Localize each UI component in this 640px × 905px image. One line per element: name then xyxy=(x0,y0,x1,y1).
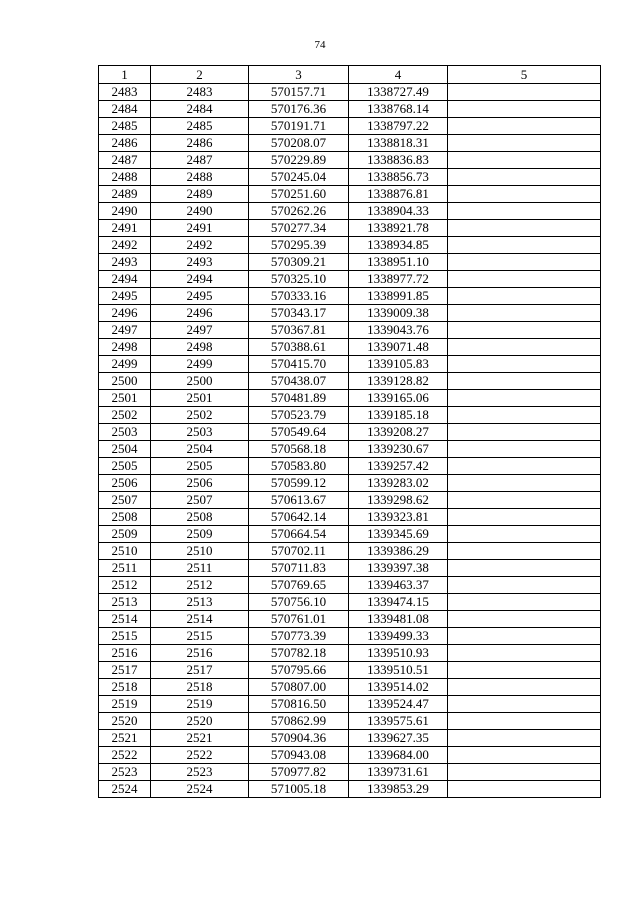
x-coordinate-cell: 570782.18 xyxy=(249,645,349,662)
point-number-cell: 2500 xyxy=(99,373,151,390)
column-header-4: 4 xyxy=(349,66,448,84)
point-number-cell: 2515 xyxy=(99,628,151,645)
point-number-cell: 2507 xyxy=(99,492,151,509)
y-coordinate-cell: 1339514.02 xyxy=(349,679,448,696)
point-id-cell: 2493 xyxy=(151,254,249,271)
point-id-cell: 2485 xyxy=(151,118,249,135)
point-number-cell: 2492 xyxy=(99,237,151,254)
point-id-cell: 2514 xyxy=(151,611,249,628)
note-cell xyxy=(448,135,601,152)
table-row xyxy=(99,509,601,526)
point-number-cell: 2501 xyxy=(99,390,151,407)
table-row xyxy=(99,526,601,543)
y-coordinate-cell: 1339627.35 xyxy=(349,730,448,747)
table-row xyxy=(99,407,601,424)
note-cell xyxy=(448,271,601,288)
point-id-cell: 2492 xyxy=(151,237,249,254)
x-coordinate-cell: 570943.08 xyxy=(249,747,349,764)
point-id-cell: 2496 xyxy=(151,305,249,322)
y-coordinate-cell: 1338836.83 xyxy=(349,152,448,169)
table-row xyxy=(99,492,601,509)
x-coordinate-cell: 570309.21 xyxy=(249,254,349,271)
x-coordinate-cell: 570795.66 xyxy=(249,662,349,679)
x-coordinate-cell: 570388.61 xyxy=(249,339,349,356)
y-coordinate-cell: 1338951.10 xyxy=(349,254,448,271)
point-id-cell: 2502 xyxy=(151,407,249,424)
y-coordinate-cell: 1339208.27 xyxy=(349,424,448,441)
note-cell xyxy=(448,118,601,135)
y-coordinate-cell: 1338727.49 xyxy=(349,84,448,101)
point-id-cell: 2511 xyxy=(151,560,249,577)
x-coordinate-cell: 570568.18 xyxy=(249,441,349,458)
y-coordinate-cell: 1339684.00 xyxy=(349,747,448,764)
x-coordinate-cell: 570599.12 xyxy=(249,475,349,492)
x-coordinate-cell: 570862.99 xyxy=(249,713,349,730)
note-cell xyxy=(448,662,601,679)
point-id-cell: 2504 xyxy=(151,441,249,458)
table-row xyxy=(99,764,601,781)
table-row xyxy=(99,322,601,339)
x-coordinate-cell: 570367.81 xyxy=(249,322,349,339)
table-row xyxy=(99,475,601,492)
x-coordinate-cell: 570904.36 xyxy=(249,730,349,747)
y-coordinate-cell: 1339128.82 xyxy=(349,373,448,390)
note-cell xyxy=(448,458,601,475)
table-row xyxy=(99,662,601,679)
point-number-cell: 2495 xyxy=(99,288,151,305)
point-number-cell: 2517 xyxy=(99,662,151,679)
table-row xyxy=(99,237,601,254)
y-coordinate-cell: 1339463.37 xyxy=(349,577,448,594)
point-id-cell: 2522 xyxy=(151,747,249,764)
note-cell xyxy=(448,679,601,696)
x-coordinate-cell: 570642.14 xyxy=(249,509,349,526)
table-row xyxy=(99,254,601,271)
note-cell xyxy=(448,781,601,798)
table-row xyxy=(99,288,601,305)
y-coordinate-cell: 1339397.38 xyxy=(349,560,448,577)
point-number-cell: 2494 xyxy=(99,271,151,288)
note-cell xyxy=(448,492,601,509)
note-cell xyxy=(448,169,601,186)
table-row xyxy=(99,135,601,152)
point-number-cell: 2521 xyxy=(99,730,151,747)
point-number-cell: 2518 xyxy=(99,679,151,696)
x-coordinate-cell: 570756.10 xyxy=(249,594,349,611)
y-coordinate-cell: 1339853.29 xyxy=(349,781,448,798)
note-cell xyxy=(448,475,601,492)
point-number-cell: 2493 xyxy=(99,254,151,271)
table-row xyxy=(99,713,601,730)
y-coordinate-cell: 1339510.93 xyxy=(349,645,448,662)
y-coordinate-cell: 1338904.33 xyxy=(349,203,448,220)
point-number-cell: 2513 xyxy=(99,594,151,611)
x-coordinate-cell: 570711.83 xyxy=(249,560,349,577)
note-cell xyxy=(448,628,601,645)
x-coordinate-cell: 570208.07 xyxy=(249,135,349,152)
x-coordinate-cell: 570277.34 xyxy=(249,220,349,237)
point-number-cell: 2514 xyxy=(99,611,151,628)
y-coordinate-cell: 1339257.42 xyxy=(349,458,448,475)
y-coordinate-cell: 1339071.48 xyxy=(349,339,448,356)
table-row xyxy=(99,339,601,356)
column-header-3: 3 xyxy=(249,66,349,84)
point-id-cell: 2519 xyxy=(151,696,249,713)
y-coordinate-cell: 1338856.73 xyxy=(349,169,448,186)
point-number-cell: 2486 xyxy=(99,135,151,152)
note-cell xyxy=(448,101,601,118)
point-number-cell: 2483 xyxy=(99,84,151,101)
table-row xyxy=(99,169,601,186)
note-cell xyxy=(448,730,601,747)
point-id-cell: 2505 xyxy=(151,458,249,475)
y-coordinate-cell: 1339386.29 xyxy=(349,543,448,560)
x-coordinate-cell: 570251.60 xyxy=(249,186,349,203)
note-cell xyxy=(448,339,601,356)
x-coordinate-cell: 570702.11 xyxy=(249,543,349,560)
point-id-cell: 2490 xyxy=(151,203,249,220)
note-cell xyxy=(448,186,601,203)
y-coordinate-cell: 1339524.47 xyxy=(349,696,448,713)
x-coordinate-cell: 570807.00 xyxy=(249,679,349,696)
point-number-cell: 2496 xyxy=(99,305,151,322)
y-coordinate-cell: 1339009.38 xyxy=(349,305,448,322)
note-cell xyxy=(448,254,601,271)
table-row xyxy=(99,560,601,577)
point-id-cell: 2521 xyxy=(151,730,249,747)
table-row xyxy=(99,203,601,220)
x-coordinate-cell: 570769.65 xyxy=(249,577,349,594)
point-number-cell: 2505 xyxy=(99,458,151,475)
x-coordinate-cell: 570523.79 xyxy=(249,407,349,424)
x-coordinate-cell: 570583.80 xyxy=(249,458,349,475)
x-coordinate-cell: 570549.64 xyxy=(249,424,349,441)
table-row xyxy=(99,373,601,390)
table-row xyxy=(99,186,601,203)
table-row xyxy=(99,84,601,101)
point-id-cell: 2497 xyxy=(151,322,249,339)
table-row xyxy=(99,679,601,696)
x-coordinate-cell: 570613.67 xyxy=(249,492,349,509)
x-coordinate-cell: 570262.26 xyxy=(249,203,349,220)
x-coordinate-cell: 570816.50 xyxy=(249,696,349,713)
point-number-cell: 2524 xyxy=(99,781,151,798)
table-header xyxy=(99,66,601,84)
point-id-cell: 2491 xyxy=(151,220,249,237)
point-number-cell: 2503 xyxy=(99,424,151,441)
point-id-cell: 2487 xyxy=(151,152,249,169)
table-row xyxy=(99,220,601,237)
note-cell xyxy=(448,441,601,458)
note-cell xyxy=(448,560,601,577)
note-cell xyxy=(448,509,601,526)
note-cell xyxy=(448,203,601,220)
point-id-cell: 2501 xyxy=(151,390,249,407)
point-id-cell: 2515 xyxy=(151,628,249,645)
note-cell xyxy=(448,305,601,322)
point-number-cell: 2519 xyxy=(99,696,151,713)
note-cell xyxy=(448,747,601,764)
y-coordinate-cell: 1338797.22 xyxy=(349,118,448,135)
point-id-cell: 2495 xyxy=(151,288,249,305)
note-cell xyxy=(448,288,601,305)
x-coordinate-cell: 570773.39 xyxy=(249,628,349,645)
note-cell xyxy=(448,322,601,339)
column-header-2: 2 xyxy=(151,66,249,84)
x-coordinate-cell: 571005.18 xyxy=(249,781,349,798)
note-cell xyxy=(448,543,601,560)
point-id-cell: 2523 xyxy=(151,764,249,781)
y-coordinate-cell: 1338921.78 xyxy=(349,220,448,237)
x-coordinate-cell: 570333.16 xyxy=(249,288,349,305)
table-row xyxy=(99,424,601,441)
column-header-5: 5 xyxy=(448,66,601,84)
point-number-cell: 2516 xyxy=(99,645,151,662)
table-row xyxy=(99,152,601,169)
point-id-cell: 2510 xyxy=(151,543,249,560)
y-coordinate-cell: 1339283.02 xyxy=(349,475,448,492)
x-coordinate-cell: 570415.70 xyxy=(249,356,349,373)
note-cell xyxy=(448,424,601,441)
table-row xyxy=(99,441,601,458)
y-coordinate-cell: 1338818.31 xyxy=(349,135,448,152)
y-coordinate-cell: 1339345.69 xyxy=(349,526,448,543)
point-id-cell: 2483 xyxy=(151,84,249,101)
point-id-cell: 2503 xyxy=(151,424,249,441)
y-coordinate-cell: 1339481.08 xyxy=(349,611,448,628)
y-coordinate-cell: 1338876.81 xyxy=(349,186,448,203)
coordinates-table xyxy=(98,65,601,798)
x-coordinate-cell: 570481.89 xyxy=(249,390,349,407)
table-row xyxy=(99,271,601,288)
note-cell xyxy=(448,594,601,611)
point-id-cell: 2509 xyxy=(151,526,249,543)
x-coordinate-cell: 570977.82 xyxy=(249,764,349,781)
y-coordinate-cell: 1339510.51 xyxy=(349,662,448,679)
point-id-cell: 2486 xyxy=(151,135,249,152)
y-coordinate-cell: 1339323.81 xyxy=(349,509,448,526)
point-id-cell: 2507 xyxy=(151,492,249,509)
point-number-cell: 2498 xyxy=(99,339,151,356)
y-coordinate-cell: 1339165.06 xyxy=(349,390,448,407)
point-id-cell: 2488 xyxy=(151,169,249,186)
x-coordinate-cell: 570191.71 xyxy=(249,118,349,135)
y-coordinate-cell: 1338768.14 xyxy=(349,101,448,118)
column-header-1: 1 xyxy=(99,66,151,84)
note-cell xyxy=(448,577,601,594)
point-number-cell: 2497 xyxy=(99,322,151,339)
point-number-cell: 2499 xyxy=(99,356,151,373)
point-number-cell: 2512 xyxy=(99,577,151,594)
y-coordinate-cell: 1339575.61 xyxy=(349,713,448,730)
table-row xyxy=(99,781,601,798)
point-id-cell: 2524 xyxy=(151,781,249,798)
point-id-cell: 2498 xyxy=(151,339,249,356)
header-row xyxy=(99,66,601,84)
table-row xyxy=(99,696,601,713)
table-row xyxy=(99,356,601,373)
point-id-cell: 2499 xyxy=(151,356,249,373)
table-row xyxy=(99,101,601,118)
y-coordinate-cell: 1338991.85 xyxy=(349,288,448,305)
point-id-cell: 2494 xyxy=(151,271,249,288)
point-id-cell: 2489 xyxy=(151,186,249,203)
y-coordinate-cell: 1339230.67 xyxy=(349,441,448,458)
point-id-cell: 2520 xyxy=(151,713,249,730)
point-number-cell: 2489 xyxy=(99,186,151,203)
point-number-cell: 2502 xyxy=(99,407,151,424)
y-coordinate-cell: 1339185.18 xyxy=(349,407,448,424)
note-cell xyxy=(448,220,601,237)
point-number-cell: 2487 xyxy=(99,152,151,169)
point-number-cell: 2506 xyxy=(99,475,151,492)
point-id-cell: 2508 xyxy=(151,509,249,526)
table-row xyxy=(99,747,601,764)
note-cell xyxy=(448,237,601,254)
y-coordinate-cell: 1339298.62 xyxy=(349,492,448,509)
point-id-cell: 2516 xyxy=(151,645,249,662)
point-id-cell: 2513 xyxy=(151,594,249,611)
note-cell xyxy=(448,611,601,628)
x-coordinate-cell: 570438.07 xyxy=(249,373,349,390)
table-row xyxy=(99,730,601,747)
y-coordinate-cell: 1339105.83 xyxy=(349,356,448,373)
table-row xyxy=(99,118,601,135)
point-number-cell: 2520 xyxy=(99,713,151,730)
point-id-cell: 2506 xyxy=(151,475,249,492)
note-cell xyxy=(448,407,601,424)
point-number-cell: 2510 xyxy=(99,543,151,560)
table-row xyxy=(99,390,601,407)
table-row xyxy=(99,543,601,560)
y-coordinate-cell: 1339474.15 xyxy=(349,594,448,611)
x-coordinate-cell: 570157.71 xyxy=(249,84,349,101)
table-body xyxy=(99,84,601,798)
y-coordinate-cell: 1338977.72 xyxy=(349,271,448,288)
table-row xyxy=(99,458,601,475)
point-number-cell: 2484 xyxy=(99,101,151,118)
point-number-cell: 2522 xyxy=(99,747,151,764)
table-row xyxy=(99,594,601,611)
point-number-cell: 2509 xyxy=(99,526,151,543)
table-row xyxy=(99,645,601,662)
note-cell xyxy=(448,84,601,101)
table-row xyxy=(99,305,601,322)
point-id-cell: 2484 xyxy=(151,101,249,118)
page-number: 74 xyxy=(314,39,326,51)
note-cell xyxy=(448,152,601,169)
point-id-cell: 2518 xyxy=(151,679,249,696)
table-row xyxy=(99,577,601,594)
point-number-cell: 2523 xyxy=(99,764,151,781)
note-cell xyxy=(448,764,601,781)
point-number-cell: 2491 xyxy=(99,220,151,237)
point-number-cell: 2488 xyxy=(99,169,151,186)
point-number-cell: 2508 xyxy=(99,509,151,526)
table-row xyxy=(99,628,601,645)
x-coordinate-cell: 570664.54 xyxy=(249,526,349,543)
x-coordinate-cell: 570325.10 xyxy=(249,271,349,288)
y-coordinate-cell: 1339731.61 xyxy=(349,764,448,781)
point-id-cell: 2500 xyxy=(151,373,249,390)
x-coordinate-cell: 570176.36 xyxy=(249,101,349,118)
point-id-cell: 2517 xyxy=(151,662,249,679)
point-id-cell: 2512 xyxy=(151,577,249,594)
point-number-cell: 2485 xyxy=(99,118,151,135)
y-coordinate-cell: 1338934.85 xyxy=(349,237,448,254)
x-coordinate-cell: 570343.17 xyxy=(249,305,349,322)
note-cell xyxy=(448,696,601,713)
note-cell xyxy=(448,526,601,543)
note-cell xyxy=(448,713,601,730)
note-cell xyxy=(448,373,601,390)
note-cell xyxy=(448,356,601,373)
point-number-cell: 2511 xyxy=(99,560,151,577)
y-coordinate-cell: 1339043.76 xyxy=(349,322,448,339)
x-coordinate-cell: 570245.04 xyxy=(249,169,349,186)
table-row xyxy=(99,611,601,628)
point-number-cell: 2490 xyxy=(99,203,151,220)
point-number-cell: 2504 xyxy=(99,441,151,458)
x-coordinate-cell: 570229.89 xyxy=(249,152,349,169)
note-cell xyxy=(448,390,601,407)
y-coordinate-cell: 1339499.33 xyxy=(349,628,448,645)
note-cell xyxy=(448,645,601,662)
x-coordinate-cell: 570295.39 xyxy=(249,237,349,254)
x-coordinate-cell: 570761.01 xyxy=(249,611,349,628)
